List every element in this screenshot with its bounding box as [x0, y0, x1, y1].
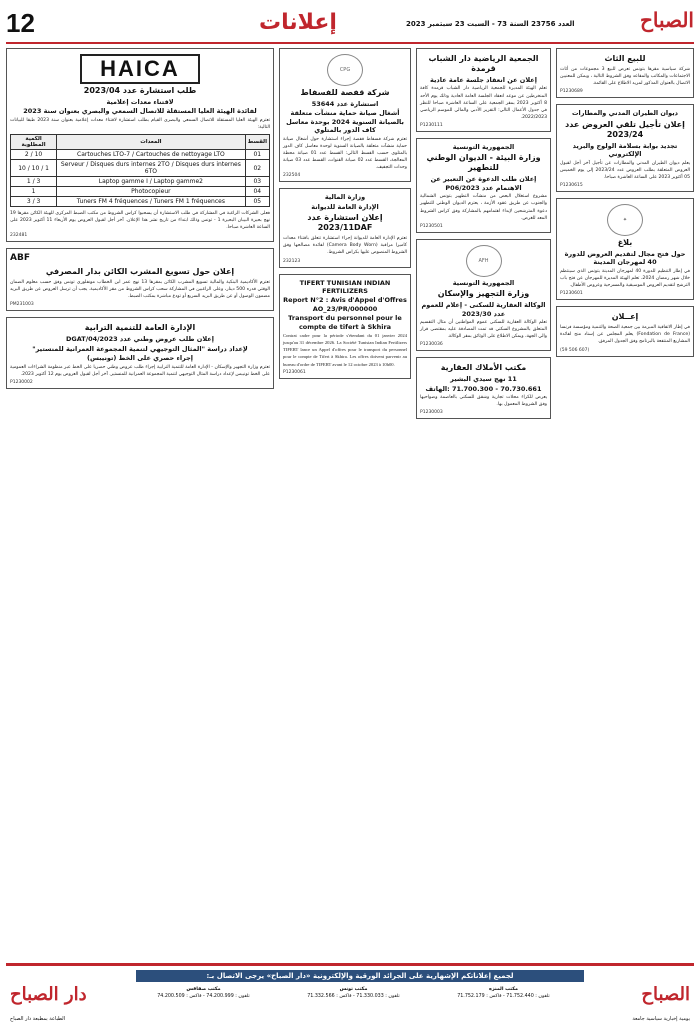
office-title: مكتب المنزه	[489, 987, 518, 992]
table-header: الكمية المطلوبة	[11, 135, 57, 150]
ad-ref: P1230501	[420, 223, 443, 229]
ad-subtitle: إعلان عن انعقاد جلسة عامة عادية	[430, 76, 537, 84]
masthead-logo: الصباح	[639, 8, 694, 32]
ad-subtitle-2: لفائدة الهيئة العليا المستقلة للاتصال السمعي والبصري بعنوان سنة 2023	[23, 107, 257, 116]
column-mid-left	[279, 48, 411, 960]
footer-logo-left: دار الصباح	[10, 984, 87, 1005]
ad-body: تعتزم الأكاديمية البنكية والمالية تسويغ المشرب الكائن بمقرها 13 نهج عمر ابن الخطاب مونفلوري تونس وفق حسب معلوم الضمان الوقتي قدره 500 دينار، وعلى الراغبين في المشاركة سحب كراس الشروط من مقر الأكاديمية. يجب أن ترسل العروض عن طريق البريد مضمون الوصول أو عن طريق البريد السريع أو تودع مباشرة بمكتب الضبط.	[10, 280, 270, 300]
ad-body: Contrat cadre pour la période s'étendant du 01 janvier 2024 jusqu'au 31 décembre 2026. La Société Tunisian Indian Fertilizers TIFERT lance un Appel d'offres pour le transport du personnel pour le compte de Tifert à Skhira. Les offres doivent parvenir au bureau d'ordre de TIFERT avant le 12 octobre 2023 à 10h00.	[283, 333, 407, 367]
table-header: القسط	[245, 135, 269, 150]
ad-ref: P1230002	[10, 379, 33, 385]
cpg-logo-icon: CPG	[327, 54, 363, 86]
table-header: المعدات	[57, 135, 245, 150]
table-cell: 02	[245, 160, 269, 177]
table-cell: 1 / 10 / 10	[11, 160, 57, 177]
ad-org: وزارة المالية	[324, 193, 366, 202]
ad-territorial-development	[6, 317, 274, 389]
ad-ref: PM231003	[10, 302, 34, 308]
ad-tifert	[279, 274, 411, 379]
ad-ref: P1230036	[420, 342, 443, 348]
ad-body: تعتزم شركة فسفاط قفصة إجراء استشارة حول أشغال صيانة حماية منشآت متعلقة بالصيانة السنوية لوحدة معاسل كاف الدور بالمتلوي حسب القسط التالي: القسط عدد 01 صيانة محطة المعالجة، القسط عدد 02 صيانة القنوات، القسط عدد 03 صيانة وحدات التجفيف.	[283, 136, 408, 171]
ad-subtitle: Transport du personnel pour le compte de tifert à Skhira	[288, 314, 402, 331]
ad-body: فعلى الشركات الراغبة في المشاركة في طلب الاستشارة أن يسحبوا كراس الشروط من مكتب الضبط المركزي للهيئة الكائن مقرها 19 نهج بحيرة البيبان البحيرة 1 - تونس وذلك ابتداء من تاريخ نشر هذا الإعلان. آخر أجل لقبول العروض يوم الأربعاء 11 أكتوبر 2023 على الساعة العاشرة صباحا.	[10, 211, 270, 231]
ad-customs	[279, 188, 411, 267]
ad-ref: P1230003	[420, 410, 443, 416]
table-cell: 3 / 3	[11, 197, 57, 207]
haica-logo: HAICA	[80, 54, 200, 84]
table-row	[11, 187, 270, 197]
ad-title: طلب استشارة عدد 2023/04	[83, 86, 197, 95]
table-cell: 3 / 1	[11, 177, 57, 187]
ad-subtitle: إعلان طلب الدعوة عن التعبير عن الاهتمام عدد 2023/P06	[430, 175, 537, 192]
ad-title: بلاغ	[617, 237, 633, 247]
ad-title: الجمعية الرياضية دار الشباب قرمدة	[428, 54, 539, 73]
table-cell: Cartouches LTO-7 / Cartouches de nettoyage LTO	[57, 150, 245, 160]
office-title: مكتب صفاقس	[186, 987, 221, 992]
issue-info: العدد 23756 السنة 73 - السبت 23 سبتمبر 2023	[406, 20, 575, 28]
ad-gafsa-phosphate	[279, 48, 411, 182]
ad-title: شركة قفصة للفسفاط	[300, 88, 390, 97]
ad-phone: 70.730.661 - 71.700.300 :الهاتف	[425, 384, 542, 393]
office-menzah	[436, 986, 571, 1000]
table-row	[11, 150, 270, 160]
footer-logo-right: الصباح	[641, 984, 690, 1005]
ad-furniture-sale	[556, 48, 694, 98]
ad-title: للبيع الثاث	[604, 54, 646, 63]
page-footer	[6, 963, 694, 1024]
table-cell: 04	[245, 187, 269, 197]
ad-title: وزارة التجهيز والإسكان	[437, 289, 530, 299]
ad-onas-sanitation	[416, 138, 551, 233]
ad-subtitle-3: إجراء حصري على الخط (تونيبس)	[86, 354, 194, 363]
ad-org: الجمهورية التونسية	[452, 142, 515, 151]
office-contact: تلفون : 74.200.999 - فاكس : 74.200.509	[157, 994, 250, 1000]
table-cell: Laptop gamme I / Laptop gamme2	[57, 177, 245, 187]
ad-org: TIFERT TUNISIAN INDIAN FERTILIZERS	[299, 278, 391, 295]
ad-ref: P1230111	[420, 122, 443, 128]
ad-body: يعلم ديوان الطيران المدني والمطارات عن تأجيل آخر أجل لقبول العروض المتعلقة بطلب العروض عدد 2023/24 إلى يوم الخميس 05 أكتوبر 2023 على الساعة العاشرة صباحا.	[560, 160, 691, 180]
column-mid-right	[416, 48, 551, 960]
ad-body: في إطار التنظيم للدورة 40 لمهرجان المدينة بتونس الذي سينتظم خلال شهر رمضان 2024، تعلم الهيئة المديرة للمهرجان عن فتح باب الترشح لتقديم العروض الموسيقية والمسرحية وعروض الأطفال.	[560, 268, 690, 289]
footer-print-note: الطباعة بمطبعة دار الصباح	[10, 1016, 66, 1022]
office-tunis	[286, 986, 421, 1000]
ad-subtitle-2: لإعداد دراسة "المثال التوجيهي لتنمية المجموعة العمرانية للمنستير"	[32, 344, 248, 353]
table-cell: Tuners FM 4 fréquences / Tuners FM 1 fréquences	[57, 197, 245, 207]
column-right	[556, 48, 694, 960]
page-header	[6, 8, 694, 44]
ad-civil-aviation	[556, 104, 694, 192]
ad-sports-association	[416, 48, 551, 132]
ad-subtitle: استشارة عدد 53644	[311, 100, 379, 108]
table-cell: 05	[245, 197, 269, 207]
ad-body: تعلم الوكالة العقارية للسكنى عموم المواطنين أن مثال التقسيم المتعلق بالمشروع السكني قد تمت المصادقة عليه بمقتضى قرار والي الجهة، ويمكن الاطلاع على الوثائق بمقر الوكالة.	[420, 320, 547, 340]
ad-subtitle: تجديد بوابة بسلامة الولوج والبريد الإلكتروني	[572, 141, 678, 159]
section-title: إعلانات	[259, 10, 337, 35]
ad-ref: P1230689	[560, 89, 583, 95]
ad-title: إعلان تأجيل تلقي العروض عدد 2023/24	[565, 119, 685, 139]
ad-title: إعلان حول تسويغ المشرب الكائن بدار المصرفي	[45, 267, 235, 277]
ad-body: شركة سياسية مقرها بتونس تعرض للبيع 3 مجموعات من أثاث الاجتماعات والمكاتب والمقاعد وفق الشروط التالية ، ويمكن للمعنيين الاتصال بالعنوان المذكور لمزيد الاطلاع على القائمة.	[560, 67, 690, 87]
ad-title: وزارة البيئة - الديوان الوطني للتطهير	[426, 153, 541, 173]
ad-housing-agency	[416, 239, 551, 352]
ad-subtitle: الإدارة العامة للديوانة	[311, 202, 379, 211]
ad-real-estate	[416, 357, 551, 419]
ad-title: Report N°2 : Avis d'Appel d'Offres AO_23/PR/000000	[283, 296, 407, 313]
ad-subtitle: حول فتح مجال لتقديم العروض للدورة 40 لمهرجان المدينة	[564, 249, 686, 267]
abf-logo: ABF	[10, 253, 30, 264]
ad-title: الإدارة العامة للتنمية الترابية	[84, 323, 196, 333]
ad-ref: P1230601	[560, 291, 583, 297]
ad-body: مشروع استغلال البعض من منشآت التطهير بتونس الشمالية والجنوب عن طريق عقود الأزمة ، يعتزم الديوان الوطني للتطهير دعوة المترشحين لإبداء اهتمامهم بالمشاركة وفق كراس الشروط المعد للغرض.	[420, 194, 547, 221]
ad-ref: P1230061	[283, 369, 306, 375]
ad-abf-bar-lease	[6, 248, 274, 311]
footer-slogan: يومية إخبارية سياسية جامعة	[632, 1016, 690, 1022]
ad-ref: 232123	[283, 258, 301, 264]
table-cell: Serveur / Disques durs internes 2TO / Disques durs internes 6TO	[57, 160, 245, 177]
equipment-table	[10, 134, 270, 207]
ad-title: إعلان استشارة عدد 2023/11DAF	[307, 213, 383, 233]
ad-org: الجمهورية التونسية	[452, 278, 515, 287]
office-contact: تلفون : 71.330.033 - فاكس : 71.332.566	[307, 994, 400, 1000]
ad-subtitle: إعلان طلب عروض وطني عدد 2023/DGAT/04	[66, 335, 214, 344]
ad-body: تعتزم الإدارة العامة للديوانة إجراء استشارة تتعلق باقتناء معدات كاميرا مراقبة (Camera Body Worn) لفائدة مصالحها وفق الشروط المنصوص عليها بكراس الشروط.	[283, 236, 407, 256]
office-sfax	[136, 986, 271, 1000]
ad-body: في إطار الاتفاقية المبرمة بين جمعية الصحة والتنمية ومؤسسة فرنسا (Fondation de France) يعلم المجلس عن إسناد منح لفائدة المشاريع المنتفعة بالبرنامج وفق الجدول المرفق.	[560, 325, 690, 345]
ad-intro: تعتزم الهيئة العليا المستقلة للاتصال السمعي والبصري القيام بطلب استشارة لاقتناء معدات إعلامية بعنوان سنة 2023 طبقا للبيانات التالية:	[10, 117, 270, 130]
ad-body: تعتزم وزارة التجهيز والإسكان - الإدارة العامة للتنمية الترابية إجراء طلب عروض وطني حصريا على الخط عبر منظومة الشراءات العمومية على الخط تونيبس لإعداد دراسة المثال التوجيهي لتنمية المجموعة العمرانية للمنستير. آخر أجل لقبول العروض يوم 12 أكتوبر 2023.	[10, 364, 270, 377]
ad-org: ديوان الطيران المدني والمطارات	[571, 109, 679, 118]
ad-ref: P1230615	[560, 182, 583, 188]
ad-subtitle-2: أشغال صيانة حماية منشآت متعلقة بالصيانة السنوية 2024 بوحدة معاسل كاف الدور بالمتلوي	[286, 109, 404, 135]
ad-subtitle: لاقتناء معدات إعلامية	[106, 98, 174, 106]
footer-banner: لجميع إعلاناتكم الإشهارية على الجرائد الورقية والإلكترونية «دار الصباح» يرجى الاتصال بـ:	[136, 970, 584, 982]
table-cell: 10 / 2	[11, 150, 57, 160]
table-row	[11, 177, 270, 187]
office-contact: تلفون : 71.752.440 - فاكس : 71.752.179	[457, 994, 550, 1000]
table-cell: Photocopieur	[57, 187, 245, 197]
table-cell: 1	[11, 187, 57, 197]
ad-subtitle: 11 نهج سيدي البشير	[450, 375, 517, 384]
festival-logo-icon: ✦	[607, 204, 643, 236]
ad-title: مكتب الأملاك العقارية	[440, 363, 527, 373]
column-left	[6, 48, 274, 960]
ad-body: تعلم الهيئة المديرة للجمعية الرياضية دار الشباب قرمدة كافة المنخرطين عن موعد انعقاد الجلسة العامة العادية وذلك يوم الأحد 8 أكتوبر 2023 بمقر الجمعية على الساعة العاشرة صباحا للنظر في جدول الأعمال التالي: التقرير الأدبي والمالي للموسم الرياضي 2022/2023.	[420, 86, 547, 120]
ad-grants-notice	[556, 306, 694, 356]
ad-body: يعرض للكراء محلات تجارية وشقق للسكنى بالعاصمة وضواحيها وفق الشروط المعمول بها.	[420, 395, 547, 408]
ad-ref: 232481	[10, 233, 28, 239]
page-number: 12	[6, 8, 35, 38]
ad-title: إعــلان	[611, 312, 639, 322]
table-row	[11, 160, 270, 177]
table-row	[11, 197, 270, 207]
table-cell: 01	[245, 150, 269, 160]
ad-haica	[6, 48, 274, 242]
ad-ref: 232504	[283, 173, 301, 179]
office-title: مكتب تونس	[339, 987, 368, 992]
ad-subtitle: الوكالة العقارية للسكنى - إعلام للعموم عدد 2023/30	[421, 301, 546, 318]
ad-ref: (59 506 607)	[560, 347, 590, 353]
table-cell: 03	[245, 177, 269, 187]
ad-medina-festival	[556, 198, 694, 300]
afh-logo-icon: AFH	[466, 245, 502, 277]
